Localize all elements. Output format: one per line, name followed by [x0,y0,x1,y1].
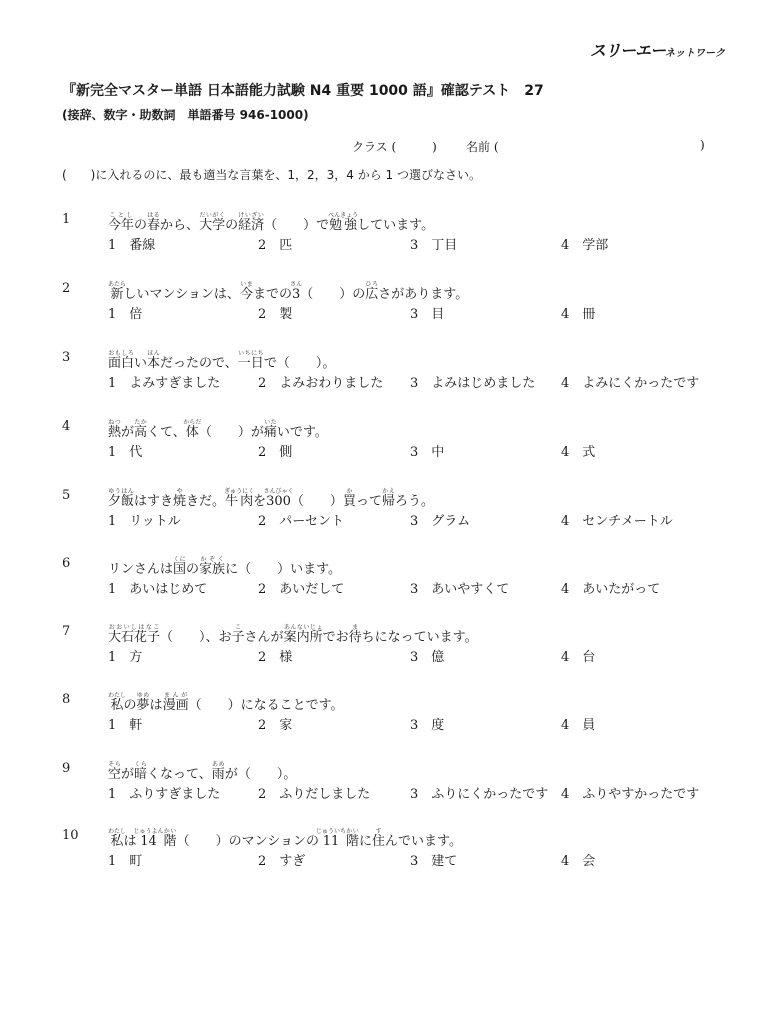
question-number: 8 [62,692,71,707]
answer-option-4[interactable]: 4 会 [561,854,596,869]
answer-option-2[interactable]: 2 よみおわりました [258,376,384,391]
answer-option-4[interactable]: 4 あいたがって [561,582,661,597]
answer-option-1[interactable]: 1 町 [108,854,143,869]
answer-option-4[interactable]: 4 員 [561,718,596,733]
answer-option-2[interactable]: 2 あいだして [258,582,345,597]
answer-option-1[interactable]: 1 ふりすぎました [108,787,221,802]
answer-option-1[interactable]: 1 代 [108,445,143,460]
answer-option-4[interactable]: 4 ふりやすかったです [561,787,700,802]
answer-option-3[interactable]: 3 建て [410,854,458,869]
logo-sub-text: ネットワーク [665,48,726,59]
question-10 [0,822,768,882]
question-text: 空そらが暗くらくなって、雨あめが（ ）。 [108,761,297,782]
class-field-label: クラス ( ) [352,140,437,154]
answer-option-4[interactable]: 4 センチメートル [561,514,673,529]
question-number: 10 [62,828,79,843]
question-3 [0,344,768,404]
question-4 [0,413,768,473]
answer-option-3[interactable]: 3 丁目 [410,238,458,253]
answer-option-2[interactable]: 2 側 [258,445,293,460]
answer-option-3[interactable]: 3 目 [410,307,445,322]
answer-option-1[interactable]: 1 倍 [108,307,143,322]
answer-option-3[interactable]: 3 グラム [410,514,471,529]
answer-option-3[interactable]: 3 中 [410,445,445,460]
question-text: 夕飯ゆうはんはすき焼やきだ。牛肉ぎゅうにくを300さんびゃく（ ）買かって帰かえろう。 [108,488,434,509]
question-9 [0,755,768,815]
answer-option-2[interactable]: 2 パーセント [258,514,345,529]
answer-option-4[interactable]: 4 よみにくかったです [561,376,700,391]
answer-option-4[interactable]: 4 学部 [561,238,609,253]
question-7 [0,618,768,678]
question-text: 私わたしは14じゅうよん階かい（ ）のマンションの11じゅういち階かいに住すんでいます。 [108,828,463,849]
answer-option-3[interactable]: 3 億 [410,650,445,665]
question-text: 面白おもしろい本ほんだったので、一日いちにちで（ ）。 [108,350,336,371]
answer-option-1[interactable]: 1 あいはじめて [108,582,208,597]
name-field-label: 名前 ( [466,140,499,154]
instruction-text: ( )に入れるのに、最も適当な言葉を、1，2，3，4 から 1 つ選びなさい。 [62,168,481,182]
answer-option-4[interactable]: 4 台 [561,650,596,665]
question-number: 9 [62,761,71,776]
answer-option-2[interactable]: 2 匹 [258,238,293,253]
page-subtitle: (接辞、数字・助数詞 単語番号 946-1000) [62,108,309,122]
publisher-logo [590,38,725,61]
answer-option-2[interactable]: 2 製 [258,307,293,322]
question-text: 今年ことしの春はるから、大学だいがくの経済けいざい（ ）で勉強べんきょうしています。 [108,212,435,233]
answer-option-4[interactable]: 4 冊 [561,307,596,322]
question-text: 新あたらしいマンションは、今いままでの3さん（ ）の広ひろさがあります。 [108,281,469,302]
question-number: 6 [62,556,71,571]
answer-option-3[interactable]: 3 よみはじめました [410,376,536,391]
question-number: 5 [62,488,71,503]
name-field-close: ) [700,138,705,152]
answer-option-3[interactable]: 3 あいやすくて [410,582,510,597]
answer-option-2[interactable]: 2 ふりだしました [258,787,371,802]
answer-option-3[interactable]: 3 度 [410,718,445,733]
question-number: 1 [62,212,71,227]
logo-main-text: スリーエー [590,41,666,60]
question-1 [0,206,768,266]
question-number: 2 [62,281,71,296]
question-text: 私わたしの夢ゆめは漫画まんが（ ）になることです。 [108,692,344,713]
question-6 [0,550,768,610]
question-number: 4 [62,419,71,434]
question-5 [0,482,768,542]
answer-option-3[interactable]: 3 ふりにくかったです [410,787,549,802]
answer-option-1[interactable]: 1 軒 [108,718,143,733]
answer-option-2[interactable]: 2 すぎ [258,854,306,869]
answer-option-2[interactable]: 2 家 [258,718,293,733]
answer-option-1[interactable]: 1 よみすぎました [108,376,221,391]
question-text: リンさんは国くにの家族かぞくに（ ）います。 [108,556,342,577]
question-number: 3 [62,350,71,365]
question-8 [0,686,768,746]
question-2 [0,275,768,335]
answer-option-1[interactable]: 1 番線 [108,238,156,253]
question-number: 7 [62,624,71,639]
question-text: 熱ねつが高たかくて、体からだ（ ）が痛いたいです。 [108,419,328,440]
page-title: 『新完全マスター単語 日本語能力試験 N4 重要 1000 語』確認テスト 27 [62,83,544,99]
answer-option-4[interactable]: 4 式 [561,445,596,460]
question-text: 大石花子おおいしはなこ（ ）、お子こさんが案内所あんないじょでお待まちになっています。 [108,624,478,645]
answer-option-2[interactable]: 2 様 [258,650,293,665]
answer-option-1[interactable]: 1 方 [108,650,143,665]
answer-option-1[interactable]: 1 リットル [108,514,181,529]
